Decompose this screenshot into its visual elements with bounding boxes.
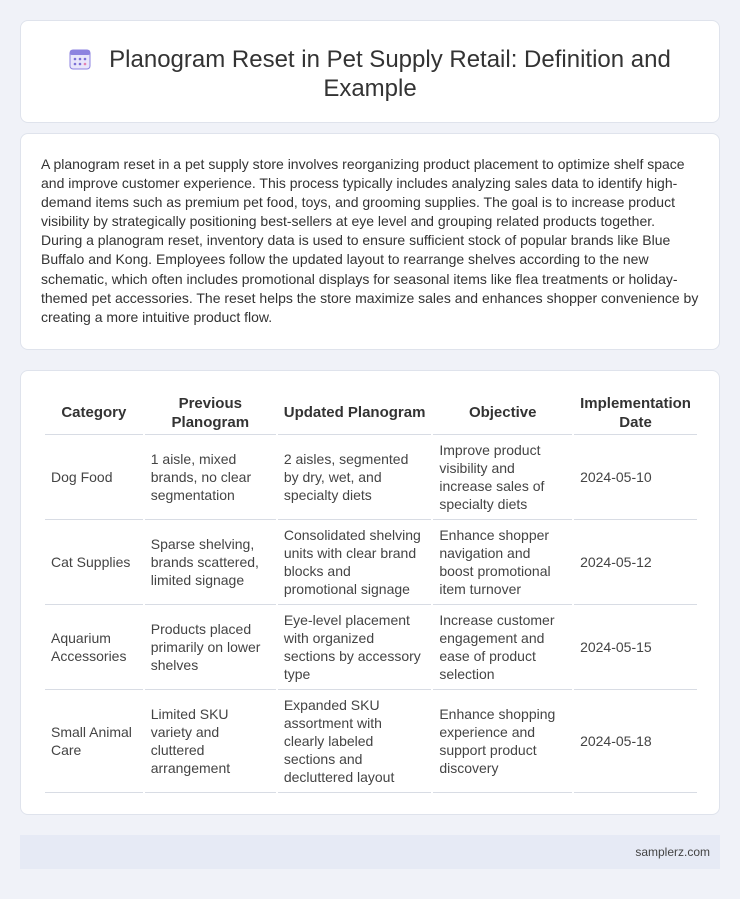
cell-previous: 1 aisle, mixed brands, no clear segmentation (145, 435, 276, 520)
calendar-grid-icon (69, 48, 91, 70)
footer-site-link[interactable]: samplerz.com (635, 845, 710, 859)
cell-previous: Limited SKU variety and cluttered arrangement (145, 690, 276, 793)
title-card (20, 20, 720, 123)
header-objective: Objective (433, 391, 572, 435)
table-row (45, 690, 697, 793)
cell-category: Dog Food (45, 435, 143, 520)
header-updated-planogram: Updated Planogram (278, 391, 431, 435)
cell-updated: 2 aisles, segmented by dry, wet, and specialty diets (278, 435, 431, 520)
cell-objective: Enhance shopping experience and support product discovery (433, 690, 572, 793)
cell-date: 2024-05-18 (574, 690, 697, 793)
header-implementation-date: Implementation Date (574, 391, 697, 435)
planogram-table (43, 391, 699, 793)
table-card (20, 370, 720, 815)
intro-paragraph: A planogram reset in a pet supply store involves reorganizing product placement to optimize shelf space and improve customer experience. This process typically includes analyzing sales data to identify high-demand items such as premium pet food, toys, and grooming supplies. The goal is to increase product visibility by strategically positioning best-sellers at eye level and grouping related products together. During a planogram reset, inventory data is used to ensure sufficient stock of popular brands like Blue Buffalo and Kong. Employees follow the updated layout to rearrange shelves according to the new schematic, which often includes promotional displays for seasonal items like flea treatments or holiday-themed pet accessories. The reset helps the store maximize sales and enhances shopper convenience by creating a more intuitive product flow. (41, 156, 699, 325)
page-title: Planogram Reset in Pet Supply Retail: Definition and Example (109, 46, 671, 102)
cell-updated: Consolidated shelving units with clear brand blocks and promotional signage (278, 520, 431, 605)
intro-card (20, 133, 720, 350)
page-title-wrap (61, 45, 679, 103)
cell-date: 2024-05-12 (574, 520, 697, 605)
table-row (45, 605, 697, 690)
table-row (45, 435, 697, 520)
cell-previous: Sparse shelving, brands scattered, limited signage (145, 520, 276, 605)
cell-category: Cat Supplies (45, 520, 143, 605)
cell-date: 2024-05-15 (574, 605, 697, 690)
cell-category: Small Animal Care (45, 690, 143, 793)
cell-previous: Products placed primarily on lower shelves (145, 605, 276, 690)
cell-date: 2024-05-10 (574, 435, 697, 520)
cell-objective: Increase customer engagement and ease of product selection (433, 605, 572, 690)
cell-updated: Expanded SKU assortment with clearly labeled sections and decluttered layout (278, 690, 431, 793)
cell-category: Aquarium Accessories (45, 605, 143, 690)
cell-objective: Enhance shopper navigation and boost promotional item turnover (433, 520, 572, 605)
header-previous-planogram: Previous Planogram (145, 391, 276, 435)
table-row (45, 520, 697, 605)
cell-updated: Eye-level placement with organized sections by accessory type (278, 605, 431, 690)
header-category: Category (45, 391, 143, 435)
table-header-row (45, 391, 697, 435)
cell-objective: Improve product visibility and increase sales of specialty diets (433, 435, 572, 520)
footer-bar (20, 835, 720, 869)
